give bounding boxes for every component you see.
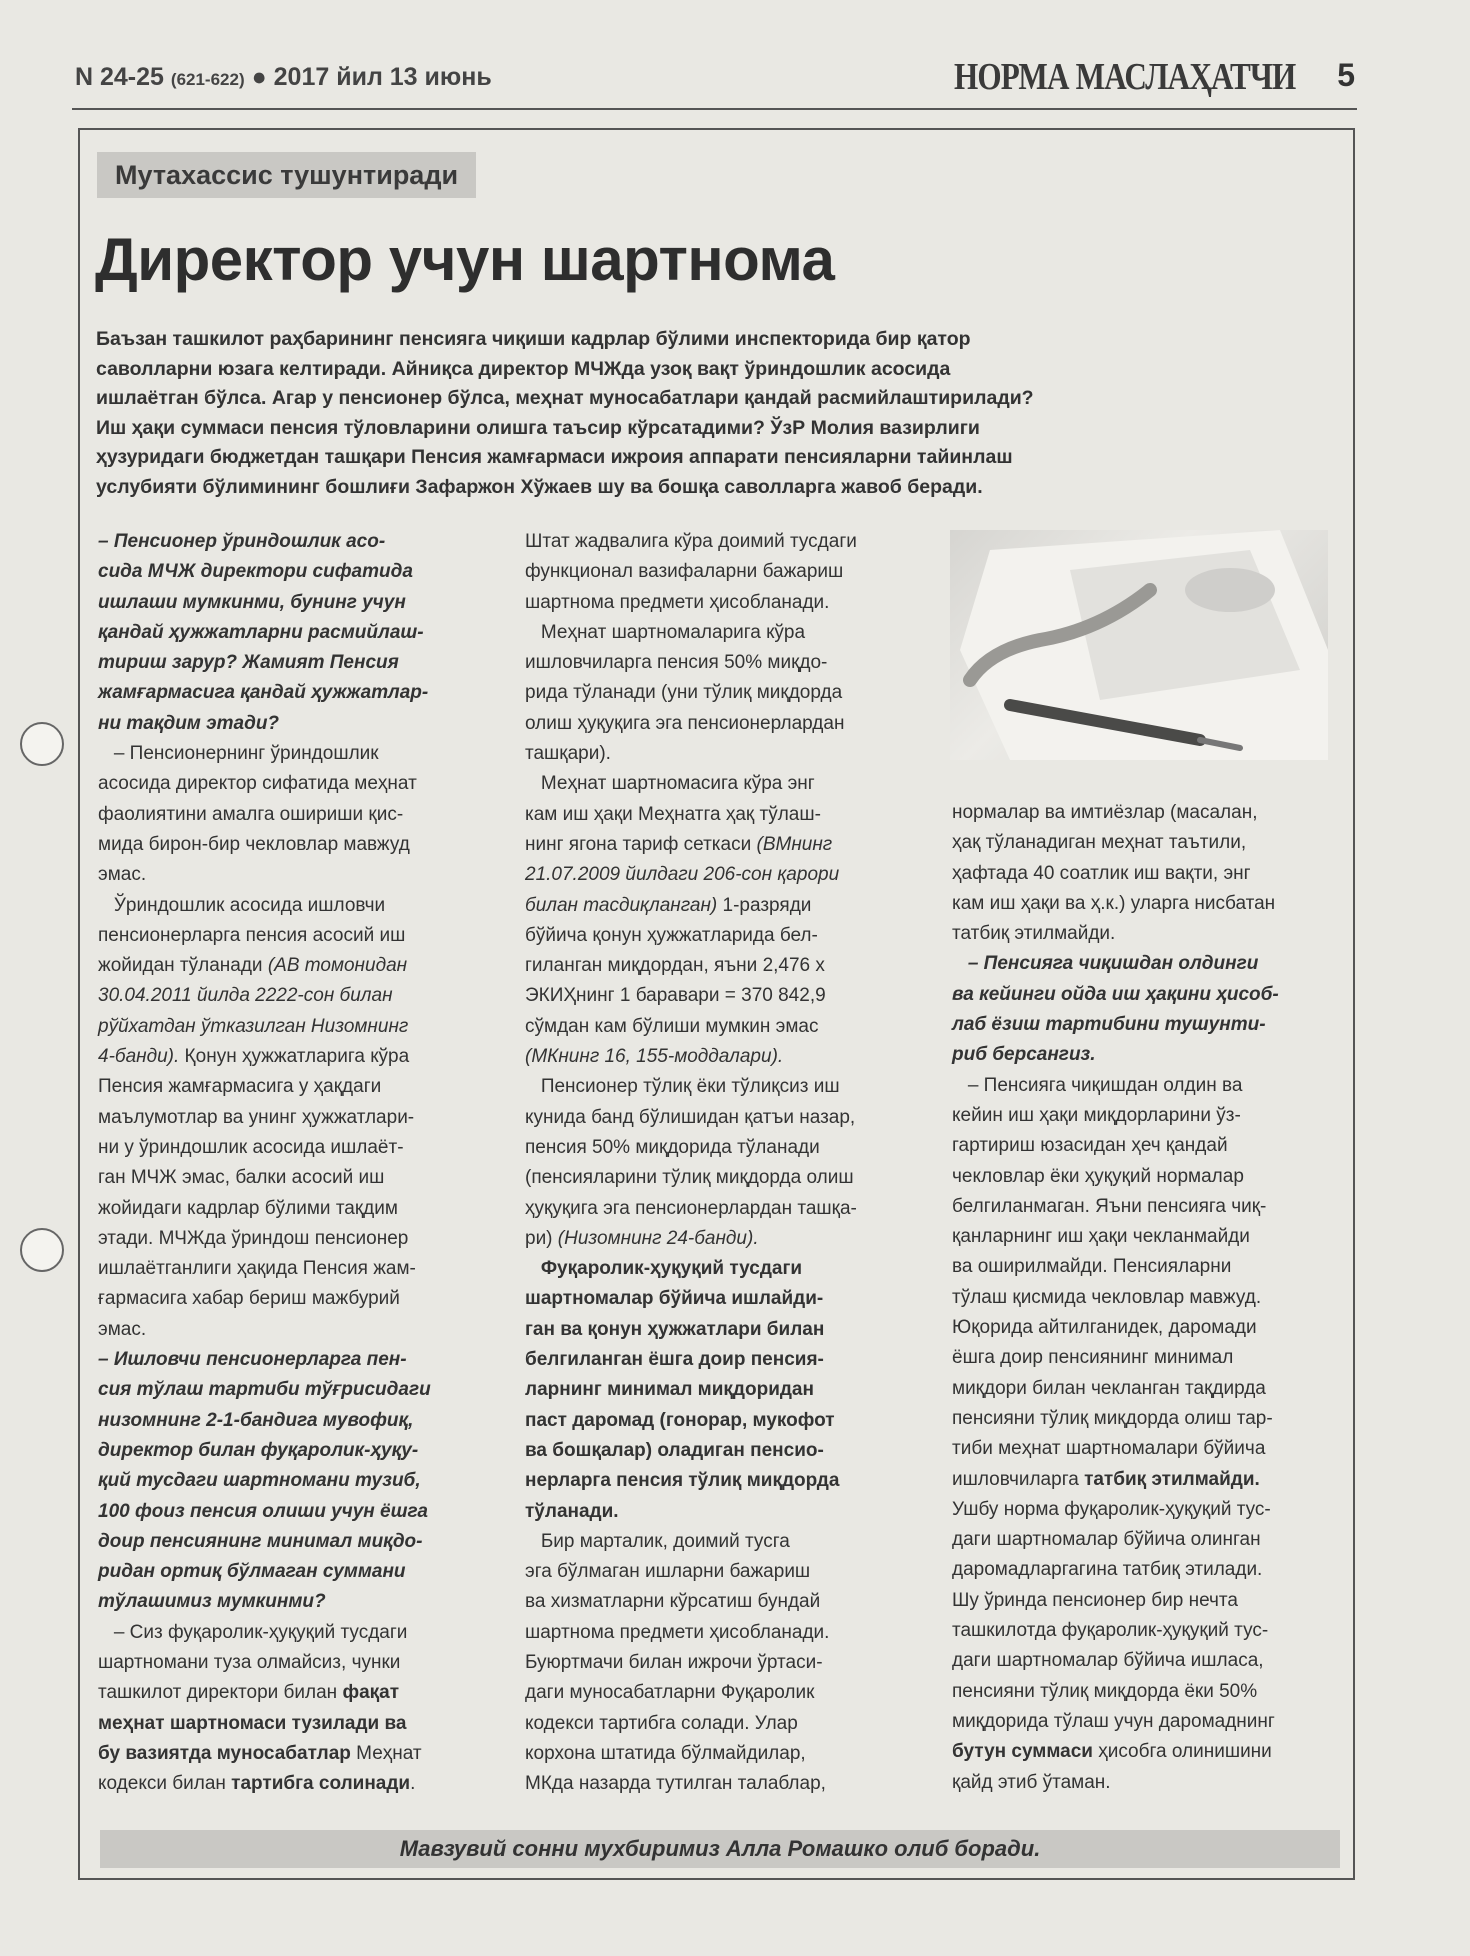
text-segment: тартибга солинади [231, 1773, 411, 1795]
col1-line: – Сиз фуқаролик-ҳуқуқий тусдаги [98, 1621, 408, 1643]
col1-line: – Пенсионернинг ўриндошлик [98, 743, 379, 765]
col1-line: доир пенсиянинг минимал миқдо- [98, 1530, 423, 1552]
col1-line: – Ишловчи пенсионерларга пен- [98, 1349, 407, 1371]
col3-line: ташкилотда фуқаролик-ҳуқуқий тус- [952, 1620, 1269, 1642]
col2-line [525, 1224, 910, 1254]
text-segment: 1-разряди [717, 894, 812, 916]
col2-line: (МКнинг 16, 155-моддалари). [525, 1046, 784, 1068]
binder-hole [20, 722, 64, 766]
text-segment: Меҳнат [350, 1742, 422, 1764]
col2-line: Пенсионер тўлиқ ёки тўлиқсиз иш [525, 1076, 840, 1098]
col3-line: даги шартномалар бўйича ишласа, [952, 1650, 1264, 1672]
lead-line: ҳузуридаги бюджетдан ташқари Пенсия жамғармаси ижроия аппарати пенсияларни тайинлаш [96, 446, 1013, 468]
col3-line: Ушбу норма фуқаролик-ҳуқуқий тус- [952, 1498, 1271, 1520]
issue-date: 2017 йил 13 июнь [273, 63, 492, 91]
lead-line: ишлаётган бўлса. Агар у пенсионер бўлса, меҳнат муносабатлари қандай расмийлаштирилади? [96, 387, 1034, 409]
col3-line: миқдорида тўлаш учун даромаднинг [952, 1710, 1275, 1732]
col1-line [98, 1678, 483, 1708]
col2-line [525, 830, 910, 860]
col1-line: ган МЧЖ эмас, балки асосий иш [98, 1167, 385, 1189]
col2-line: корхона штатида бўлмайдилар, [525, 1742, 806, 1764]
col1-line: директор билан фуқаролик-ҳуқу- [98, 1439, 419, 1461]
page-number: 5 [1337, 57, 1355, 93]
col1-line: қий тусдаги шартномани тузиб, [98, 1470, 421, 1492]
col2-line: бўйича қонун ҳужжатларида бел- [525, 924, 818, 946]
article-column-2 [525, 527, 910, 1799]
col2-line: МКда назарда тутилган талаблар, [525, 1773, 826, 1795]
col1-line [98, 1739, 483, 1769]
col3-line: миқдори билан чекланган тақдирда [952, 1377, 1266, 1399]
col1-line: эмас. [98, 1318, 147, 1340]
col3-line: татбиқ этилмайди. [952, 923, 1116, 945]
article-column-3 [952, 798, 1337, 1798]
text-segment: (Низомнинг 24-банди). [557, 1227, 759, 1249]
col1-line: жойидаги кадрлар бўлими тақдим [98, 1197, 398, 1219]
col2-line: паст даромад (гонорар, мукофот [525, 1409, 835, 1431]
text-segment: ишловчиларга [952, 1468, 1085, 1490]
col1-line: пенсионерларга пенсия асосий иш [98, 924, 406, 946]
text-segment: нинг ягона тариф сеткаси [525, 833, 757, 855]
text-segment: (ВМнинг [756, 833, 833, 855]
col3-line: риб берсангиз. [952, 1044, 1096, 1066]
col2-line: пенсия 50% миқдорида тўланади [525, 1136, 820, 1158]
col1-line: ни у ўриндошлик асосида ишлаёт- [98, 1136, 404, 1158]
col3-line: лаб ёзиш тартибини тушунти- [952, 1014, 1266, 1036]
col1-line: ни тақдим этади? [98, 712, 280, 734]
byline-bar: Мавзувий сонни мухбиримиз Алла Ромашко олиб боради. [100, 1830, 1340, 1868]
binder-hole [20, 1228, 64, 1272]
col3-line: ва кейинги ойда иш ҳақини ҳисоб- [952, 983, 1279, 1005]
col3-line: Юқорида айтилганидек, даромади [952, 1317, 1257, 1339]
lead-line: саволларни юзага келтиради. Айниқса директор МЧЖда узоқ вақт ўриндошлик асосида [96, 357, 951, 380]
col1-line: меҳнат шартномаси тузилади ва [98, 1712, 407, 1734]
col3-line: пенсияни тўлиқ миқдорда олиш тар- [952, 1407, 1273, 1429]
issue-number-small: (621-622) [170, 70, 245, 89]
pen-and-paper-image [950, 530, 1328, 760]
col3-line: ёшга доир пенсиянинг минимал [952, 1347, 1234, 1369]
col1-line: рўйхатдан ўтказилган Низомнинг [98, 1015, 409, 1037]
col1-line: жамғармасига қандай ҳужжатлар- [98, 682, 429, 704]
col1-line: сида МЧЖ директори сифатида [98, 561, 413, 583]
col2-line: даги муносабатларни Фуқаролик [525, 1682, 815, 1704]
col2-line: ҳуқуқига эга пенсионерлардан ташқа- [525, 1197, 857, 1219]
issue-number: N 24-25 [75, 63, 164, 91]
col2-line: ишловчиларга пенсия 50% миқдо- [525, 652, 828, 674]
col2-line: ларнинг минимал миқдоридан [525, 1379, 814, 1401]
col1-line: низомнинг 2-1-бандига мувофиқ, [98, 1409, 414, 1431]
col3-line: нормалар ва имтиёзлар (масалан, [952, 802, 1258, 823]
text-segment: жойидан тўланади [98, 955, 268, 977]
text-segment: бу вазиятда муносабатлар [98, 1742, 351, 1764]
article-title: Директор учун шартнома [95, 226, 835, 293]
text-segment: (АВ томонидан [267, 955, 408, 977]
col2-line: кодекси тартибга солади. Улар [525, 1712, 798, 1734]
text-segment: . [410, 1773, 416, 1795]
col2-line [525, 891, 910, 921]
col2-line: функционал вазифаларни бажариш [525, 561, 844, 583]
col3-line: даромадларгагина татбиқ этилади. [952, 1559, 1263, 1581]
header-rule [72, 108, 1357, 110]
col1-line: 30.04.2011 йилда 2222-сон билан [98, 985, 393, 1007]
col2-line: Фуқаролик-ҳуқуқий тусдаги [525, 1258, 803, 1280]
col1-line: ридан ортиқ бўлмаган суммани [98, 1561, 406, 1583]
col1-line: 100 фоиз пенсия олиши учун ёшга [98, 1500, 428, 1522]
article-lead [96, 325, 1336, 502]
lead-line: услубияти бўлимининг бошлиғи Зафаржон Хўжаев шу ва бошқа саволларга жавоб беради. [96, 475, 983, 498]
col1-line: асосида директор сифатида меҳнат [98, 773, 417, 795]
col3-line [952, 1465, 1337, 1495]
col2-line: ган ва қонун ҳужжатлари билан [525, 1318, 825, 1340]
text-segment: татбиқ этилмайди. [1084, 1468, 1260, 1490]
col1-line: қандай ҳужжатларни расмийлаш- [98, 621, 424, 643]
col1-line: мида бирон-бир чекловлар мавжуд [98, 833, 410, 855]
col2-line: 21.07.2009 йилдаги 206-сон қарори [525, 864, 840, 886]
col3-line: қайд этиб ўтаман. [952, 1771, 1111, 1793]
col1-line: фаолиятини амалга ошириши қис- [98, 803, 404, 825]
col3-line [952, 1737, 1337, 1767]
col1-line: сия тўлаш тартиби тўғрисидаги [98, 1379, 431, 1401]
col2-line: сўмдан кам бўлиши мумкин эмас [525, 1015, 819, 1037]
col1-line: ғармасига хабар бериш мажбурий [98, 1288, 400, 1310]
col1-line [98, 1042, 483, 1072]
col3-line: кейин иш ҳақи миқдорларини ўз- [952, 1104, 1241, 1126]
col2-line: Штат жадвалига кўра доимий тусдаги [525, 531, 857, 552]
issue-info [75, 63, 492, 92]
col2-line: шартнома предмети ҳисобланади. [525, 591, 830, 613]
col3-line: гартириш юзасидан ҳеч қандай [952, 1135, 1228, 1157]
col1-line: эмас. [98, 864, 147, 886]
col2-line: рида тўланади (уни тўлиқ миқдорда [525, 682, 843, 704]
col2-line: гиланган миқдордан, яъни 2,476 х [525, 955, 825, 977]
page-header [75, 55, 1355, 105]
col3-line: кам иш ҳақи ва ҳ.к.) уларга нисбатан [952, 892, 1276, 914]
col2-line: шартнома предмети ҳисобланади. [525, 1621, 830, 1643]
col1-line: тириш зарур? Жамият Пенсия [98, 652, 399, 674]
col2-line: кунида банд бўлишидан қатъи назар, [525, 1106, 856, 1128]
col1-line [98, 951, 483, 981]
col2-line: Меҳнат шартномасига кўра энг [525, 773, 815, 795]
newspaper-name: НОРМА МАСЛАҲАТЧИ [953, 56, 1295, 98]
col1-line: Пенсия жамғармасига у ҳақдаги [98, 1076, 382, 1098]
col3-line: белгиланмаган. Яъни пенсияга чиқ- [952, 1195, 1267, 1217]
col3-line: қанларнинг иш ҳақи чекланмайди [952, 1226, 1250, 1248]
col2-line: нерларга пенсия тўлиқ миқдорда [525, 1470, 840, 1492]
col2-line: ташқари). [525, 743, 611, 765]
col1-line: – Пенсионер ўриндошлик асо- [98, 531, 386, 552]
col3-line: пенсияни тўлиқ миқдорда ёки 50% [952, 1680, 1258, 1702]
col2-line: кам иш ҳақи Меҳнатга ҳақ тўлаш- [525, 803, 821, 825]
text-segment: бутун суммаси [952, 1741, 1093, 1763]
text-segment: Қонун ҳужжатларига кўра [179, 1046, 410, 1068]
text-segment: ташкилот директори билан [98, 1682, 343, 1704]
col1-line [98, 1769, 483, 1799]
col3-line: – Пенсияга чиқишдан олдин ва [952, 1074, 1243, 1096]
text-segment: фақат [342, 1682, 400, 1704]
col1-line: шартномани туза олмайсиз, чунки [98, 1651, 401, 1673]
col1-line: ишлаётганлиги ҳақида Пенсия жам- [98, 1258, 416, 1280]
lead-line: Иш ҳақи суммаси пенсия тўловларини олишга таъсир кўрсатадими? ЎзР Молия вазирлиги [96, 416, 980, 439]
col1-line: маълумотлар ва унинг ҳужжатлари- [98, 1106, 415, 1128]
col3-line: ҳафтада 40 соатлик иш вақти, энг [952, 862, 1251, 884]
col2-line: тўланади. [525, 1500, 619, 1522]
col2-line: белгиланган ёшга доир пенсия- [525, 1349, 824, 1371]
col1-line: этади. МЧЖда ўриндош пенсионер [98, 1227, 409, 1249]
col3-line: Шу ўринда пенсионер бир нечта [952, 1589, 1238, 1611]
text-segment: билан тасдиқланган) [525, 894, 718, 916]
col3-line: чекловлар ёки ҳуқуқий нормалар [952, 1165, 1244, 1187]
text-segment: ри) [525, 1227, 558, 1249]
col3-line: тиби меҳнат шартномалари бўйича [952, 1438, 1266, 1460]
col2-line: Бир марталик, доимий тусга [525, 1530, 790, 1552]
col3-line: даги шартномалар бўйича олинган [952, 1529, 1261, 1551]
col2-line: эга бўлмаган ишларни бажариш [525, 1561, 811, 1583]
col2-line: ва хизматларни кўрсатиш бундай [525, 1591, 821, 1613]
col2-line: ва бошқалар) оладиган пенсио- [525, 1439, 824, 1461]
col2-line: Буюртмачи билан ижрочи ўртаси- [525, 1651, 823, 1673]
col3-line: ва оширилмайди. Пенсияларни [952, 1256, 1232, 1278]
text-segment: 4-банди). [98, 1046, 180, 1068]
article-photo [950, 530, 1328, 760]
col2-line: шартномалар бўйича ишлайди- [525, 1288, 824, 1310]
col1-line: Ўриндошлик асосида ишловчи [98, 894, 386, 916]
col2-line: (пенсияларини тўлиқ миқдорда олиш [525, 1167, 854, 1189]
col1-line: ишлаши мумкинми, бунинг учун [98, 591, 406, 613]
col2-line: олиш ҳуқуқига эга пенсионерлардан [525, 712, 845, 734]
text-segment: кодекси билан [98, 1773, 232, 1795]
lead-line: Баъзан ташкилот раҳбарининг пенсияга чиқиши кадрлар бўлими инспекторида бир қатор [96, 328, 971, 350]
rubric-label: Мутахассис тушунтиради [97, 152, 476, 198]
col1-line: тўлашимиз мумкинми? [98, 1591, 326, 1613]
col3-line: ҳақ тўланадиган меҳнат таътили, [952, 832, 1247, 854]
bullet-separator: ● [251, 63, 267, 91]
col2-line: Меҳнат шартномаларига кўра [525, 621, 806, 643]
col3-line: тўлаш қисмида чекловлар мавжуд. [952, 1286, 1262, 1308]
col3-line: – Пенсияга чиқишдан олдинги [952, 953, 1259, 975]
article-column-1 [98, 527, 483, 1799]
col2-line: ЭКИҲнинг 1 баравари = 370 842,9 [525, 985, 826, 1007]
text-segment: ҳисобга олинишини [1092, 1741, 1272, 1763]
